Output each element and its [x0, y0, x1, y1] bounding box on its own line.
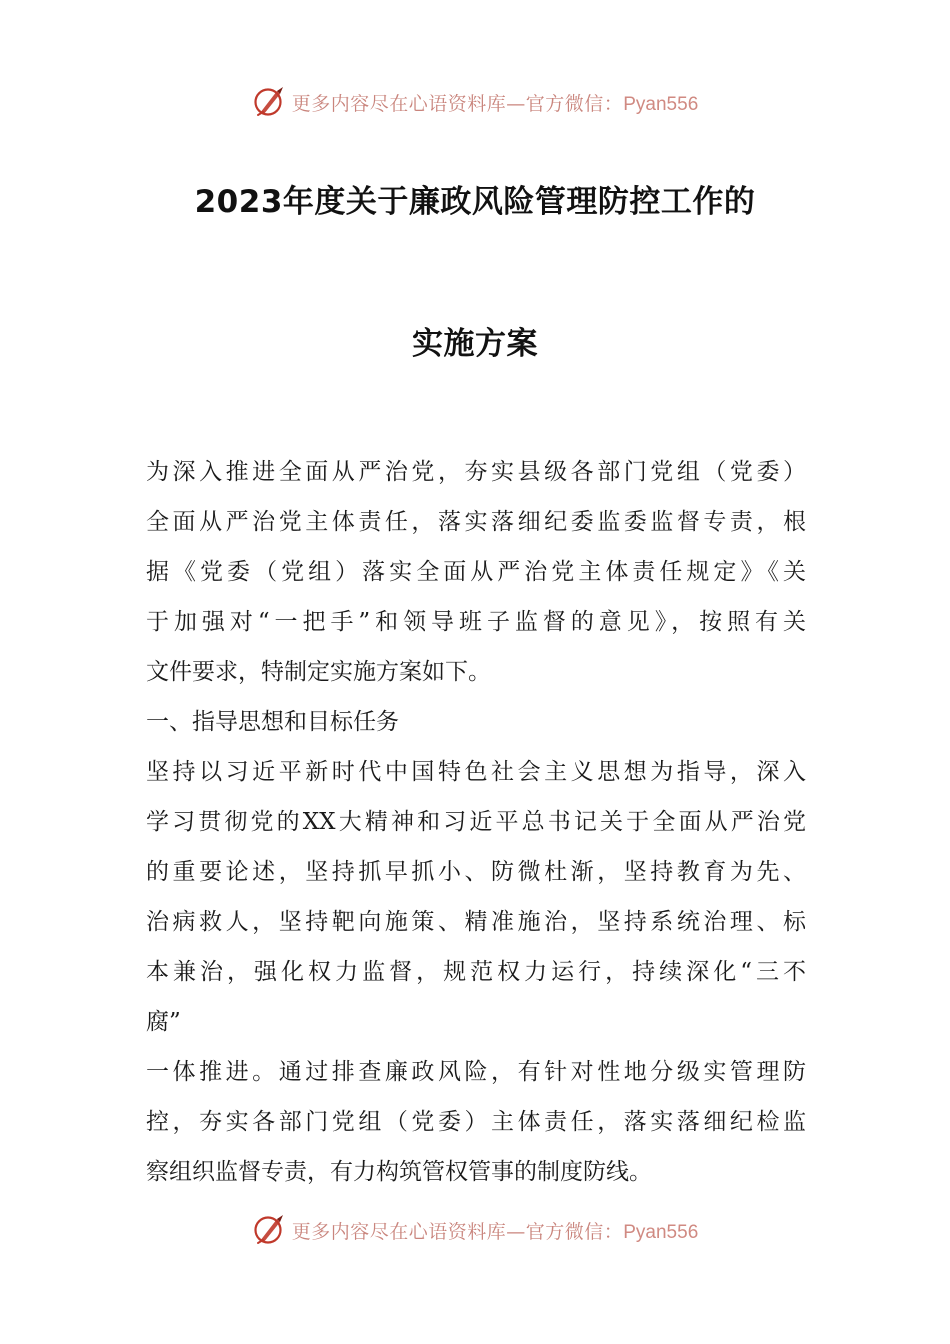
body-line: 学习贯彻党的XX大精神和习近平总书记关于全面从严治党 [146, 809, 806, 835]
body-line: 治病救人，坚持靶向施策、精准施治，坚持系统治理、标 [146, 909, 806, 935]
document-title-line-2: 实施方案 [412, 326, 538, 362]
dash: — [506, 1220, 526, 1243]
wechat-id: Pyan556 [623, 93, 699, 115]
wechat-label: 官方微信： [525, 92, 624, 115]
promo-text: 更多内容尽在心语资料库 [291, 92, 507, 115]
body-line: 控，夯实各部门党组（党委）主体责任，落实落细纪检监 [146, 1109, 806, 1135]
body-line: 坚持以习近平新时代中国特色社会主义思想为指导，深入 [146, 759, 806, 785]
body-line: 全面从严治党主体责任，落实落细纪委监委监督专责，根 [146, 509, 806, 535]
body-line: 腐” [146, 1009, 181, 1035]
body-line: 一体推进。通过排查廉政风险，有针对性地分级实管理防 [146, 1059, 806, 1085]
body-line: 察组织监督专责，有力构筑管权管事的制度防线。 [146, 1159, 652, 1185]
footer-watermark-banner [0, 1210, 950, 1250]
promo-text: 更多内容尽在心语资料库 [291, 1220, 507, 1243]
body-line: 的重要论述，坚持抓早抓小、防微杜渐，坚持教育为先、 [146, 859, 806, 885]
watermark-text [292, 1217, 699, 1244]
wechat-id: Pyan556 [623, 1221, 699, 1243]
section-heading: 一、指导思想和目标任务 [146, 709, 399, 735]
quill-pen-logo-icon [252, 1213, 286, 1247]
document-body [146, 447, 806, 1197]
watermark-text [292, 89, 699, 116]
document-title-line-1: 2023年度关于廉政风险管理防控工作的 [194, 184, 756, 220]
body-line: 于加强对“一把手”和领导班子监督的意见》，按照有关 [146, 609, 806, 635]
body-line: 为深入推进全面从严治党，夯实县级各部门党组（党委） [146, 459, 806, 485]
body-line: 文件要求，特制定实施方案如下。 [146, 659, 491, 685]
body-line: 据《党委（党组）落实全面从严治党主体责任规定》《关 [146, 559, 806, 585]
dash: — [506, 92, 526, 115]
header-watermark-banner [0, 82, 950, 122]
quill-pen-logo-icon [252, 85, 286, 119]
wechat-label: 官方微信： [525, 1220, 624, 1243]
body-line: 本兼治，强化权力监督，规范权力运行，持续深化“三不 [146, 959, 806, 985]
